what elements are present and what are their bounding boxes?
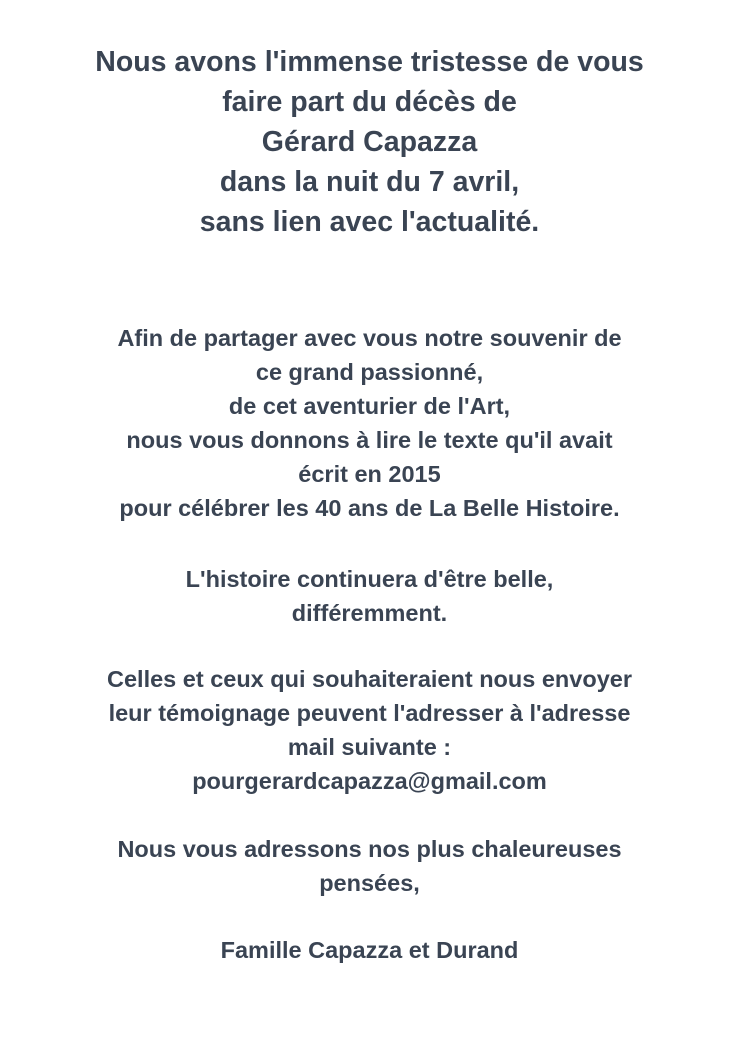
heading-line: sans lien avec l'actualité. — [199, 206, 540, 238]
paragraph-line: écrit en 2015 — [298, 461, 441, 487]
paragraph-line: Celles et ceux qui souhaiteraient nous envoyer — [107, 666, 632, 692]
signature: Famille Capazza et Durand — [220, 937, 519, 963]
heading-line: Nous avons l'immense tristesse de vous — [95, 46, 644, 78]
paragraph-line: nous vous donnons à lire le texte qu'il avait — [126, 427, 613, 453]
paragraph-line: pour célébrer les 40 ans de La Belle Histoire. — [119, 495, 620, 521]
paragraph-line: L'histoire continuera d'être belle, — [185, 566, 554, 592]
heading-line: dans la nuit du 7 avril, — [219, 166, 520, 198]
paragraph-line: mail suivante : — [287, 734, 452, 760]
continuation-paragraph — [0, 562, 739, 630]
paragraph-line: pensées, — [319, 870, 420, 896]
paragraph-line: Afin de partager avec vous notre souvenir de — [117, 325, 622, 351]
paragraph-line: ce grand passionné, — [255, 359, 484, 385]
deceased-name: Gérard Capazza — [261, 126, 478, 158]
email-link[interactable]: pourgerardcapazza@gmail.com — [192, 768, 547, 794]
testimony-paragraph — [0, 662, 739, 798]
paragraph-line: de cet aventurier de l'Art, — [228, 393, 511, 419]
email-line — [0, 764, 739, 798]
paragraph-line: Nous vous adressons nos plus chaleureuses — [117, 836, 622, 862]
souvenir-paragraph — [0, 321, 739, 525]
heading-line: faire part du décès de — [222, 86, 517, 118]
signature-block — [0, 933, 739, 967]
paragraph-line: leur témoignage peuvent l'adresser à l'adresse — [108, 700, 631, 726]
closing-paragraph — [0, 832, 739, 900]
paragraph-line: différemment. — [291, 600, 448, 626]
announcement-heading — [0, 42, 739, 242]
